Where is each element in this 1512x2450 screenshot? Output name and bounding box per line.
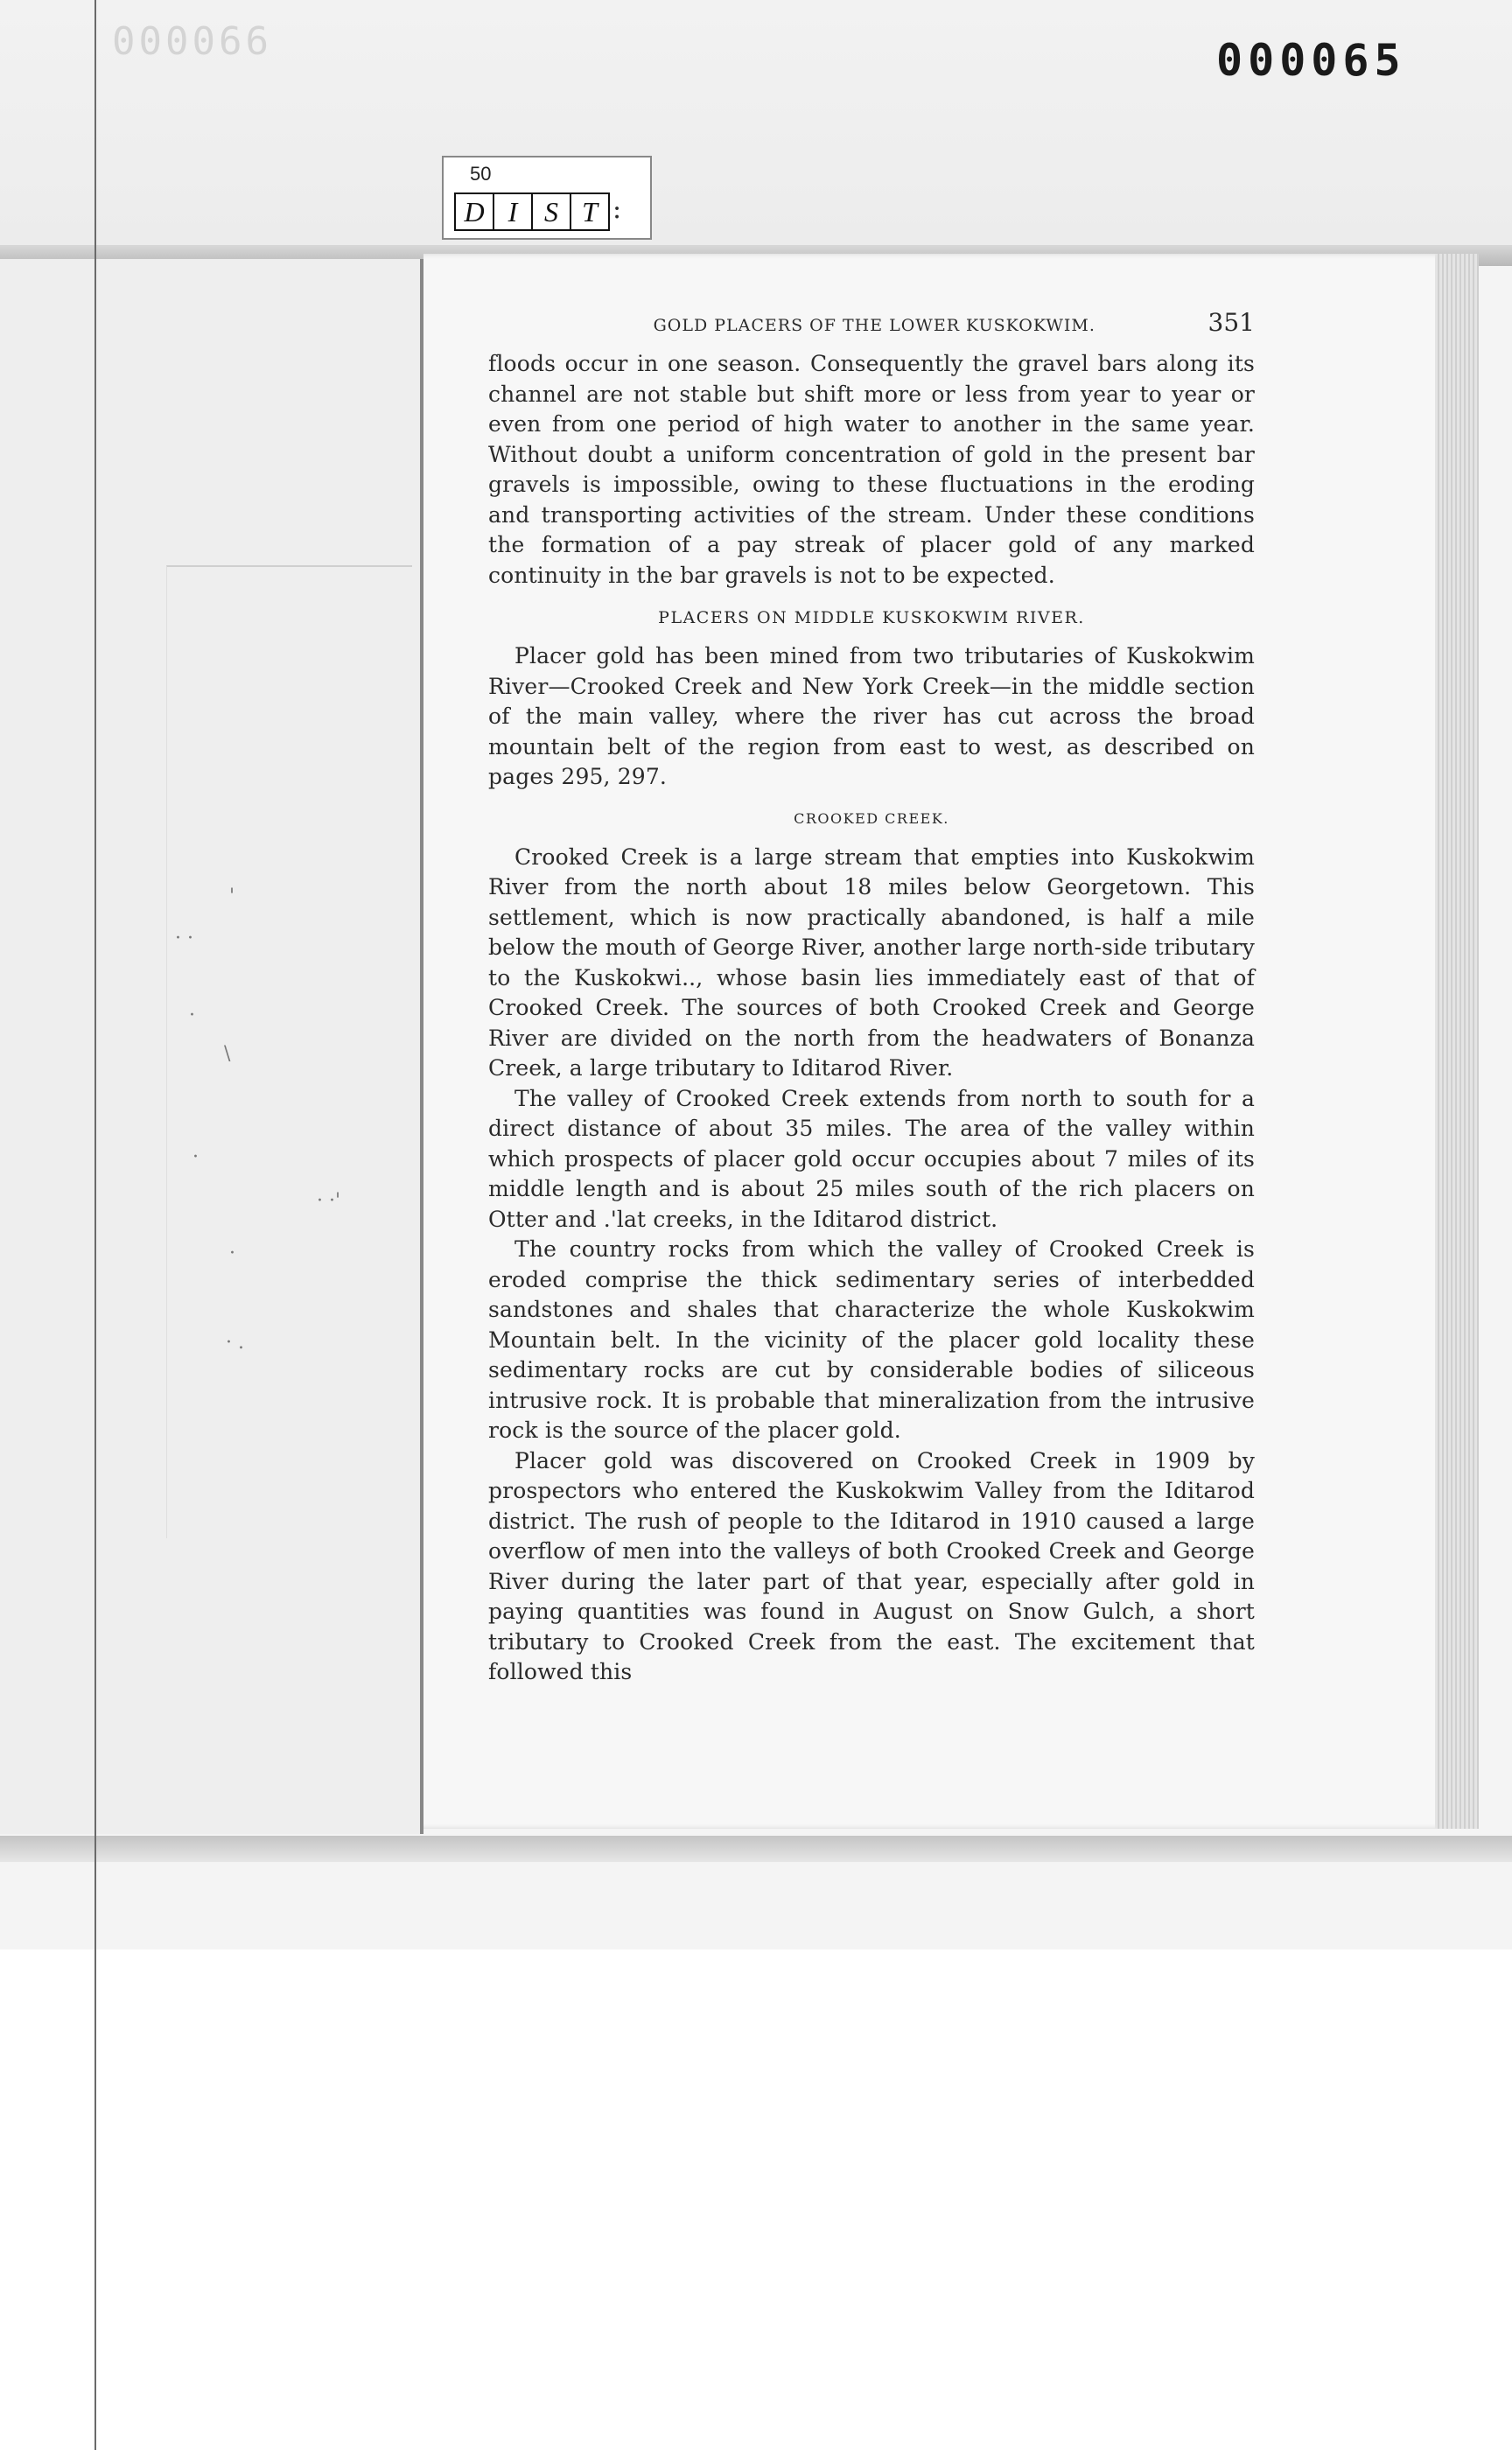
margin-specks [0,0,420,1925]
tag-letter: D [454,192,494,231]
running-head [488,308,1255,337]
paragraph: floods occur in one season. Consequently the gravel bars along its channel are not stable but shift more or less from year to year or even from one period of high water to another in the same year. Without doubt a uniform concentration of gold in the present bar gravels is impossible, owing to these fluctuations in the eroding and transporting activities of the stream. Under these conditions the formation of a pay streak of placer gold of any marked continuity in the bar gravels is not to be expected. [488,351,1255,588]
paragraph: The valley of Crooked Creek extends from north to south for a direct distance of about 35 miles. The area of the valley within which prospects of placer gold occur occupies about 7 miles of its middle length and is about 25 miles south of the rich placers on Otter and .'lat creeks, in the Iditarod district. [488,1085,1255,1232]
document-stamp-number: 000065 [1216,35,1406,86]
margin-speck: · [192,1146,199,1168]
faded-stamp-number: 000066 [112,19,272,64]
tag-letter: T [570,192,610,231]
margin-speck: ' [229,886,235,907]
scan-margin-line [94,0,96,2450]
margin-speck: · · [175,928,193,949]
page-text [488,308,1255,1688]
subsection-heading: CROOKED CREEK. [794,809,949,827]
margin-speck: · [189,1004,195,1026]
margin-speck: \ [224,1043,231,1065]
running-title: GOLD PLACERS OF THE LOWER KUSKOKWIM. [653,316,1096,335]
margin-speck: · [229,1242,235,1264]
tag-letter: I [493,192,533,231]
paragraph: Placer gold was discovered on Crooked Creek in 1909 by prospectors who entered the Kuskokwim Valley from the Iditarod district. The rush of people to the Iditarod in 1910 caused a large overflow of men into the valleys of both Crooked Creek and George River during the later part of that year, especially after gold in paying quantities was found in August on Snow Gulch, a short tributary to Crooked Creek from the east. The excitement that followed this [488,1447,1255,1684]
paragraph: Crooked Creek is a large stream that empties into Kuskokwim River from the north about 18 miles below Georgetown. This settlement, which is now practically abandoned, is half a mile below the mouth of George River, another large north-side tributary to the Kuskokwi.., whose basin lies immediately east of that of Crooked Creek. The sources of both Crooked Creek and George River are divided on the north from the headwaters of Bonanza Creek, a large tributary to Iditarod River. [488,844,1255,1081]
page-stack-edge [1435,254,1479,1829]
paragraph: Placer gold has been mined from two tributaries of Kuskokwim River—Crooked Creek and New York Creek—in the middle section of the main valley, where the river has cut across the broad mountain belt of the region from east to west, as described on pages 295, 297. [488,643,1255,789]
tag-letter-boxes [454,192,626,231]
margin-speck: · ·' [317,1190,341,1212]
archive-tag [442,156,652,240]
section-heading: PLACERS ON MIDDLE KUSKOKWIM RIVER. [658,608,1085,627]
tag-colon: : [612,194,622,225]
tag-letter: S [531,192,571,231]
page-number: 351 [1208,308,1255,337]
margin-speck: · . [226,1332,244,1354]
paragraph: The country rocks from which the valley of Crooked Creek is eroded comprise the thick sedimentary series of interbedded sandstones and shales that characterize the whole Kuskokwim Mountain belt. In the vicinity of the placer gold locality these sedimentary rocks are cut by considerable bodies of siliceous intrusive rock. It is probable that mineralization from the intrusive rock is the source of the placer gold. [488,1236,1255,1443]
tag-number: 50 [470,163,492,185]
